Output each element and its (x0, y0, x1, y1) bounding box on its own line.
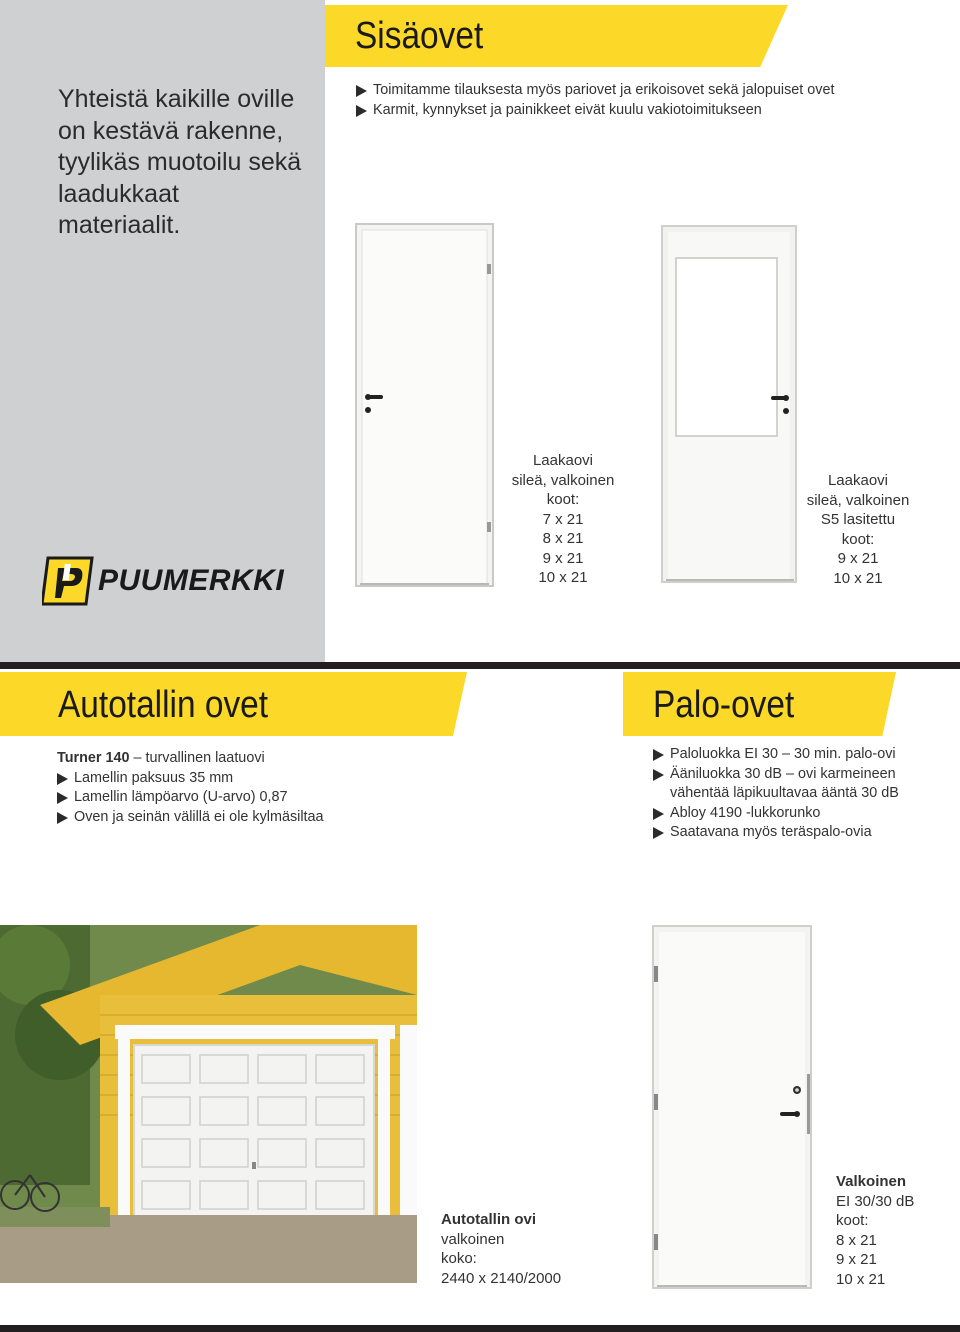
sisaovet-title: Sisäovet (355, 15, 484, 57)
list-item: vähentää läpikuultavaa ääntä 30 dB (670, 785, 899, 801)
autotalli-model-line (57, 749, 324, 769)
fire-door-caption-sizes-label: koot: (836, 1212, 869, 1229)
door1-size: 10 x 21 (538, 569, 588, 586)
fire-door-caption-size: 10 x 21 (836, 1270, 886, 1288)
door2-caption (798, 471, 918, 588)
autotalli-info (57, 749, 324, 827)
list-item: Saatavana myös teräspalo-ovia (653, 823, 899, 843)
fire-door-image (651, 924, 813, 1292)
door2-name: Laakaovi (827, 472, 889, 489)
list-item: Ääniluokka 30 dB – ovi karmeineen (653, 765, 899, 785)
list-item: Lamellin lämpöarvo (U-arvo) 0,87 (57, 788, 324, 808)
fire-door-caption-size: 8 x 21 (836, 1231, 877, 1249)
door1-name: Laakaovi (532, 452, 594, 469)
garage-caption-name: Autotallin ovi (441, 1211, 536, 1228)
door1-desc: sileä, valkoinen (511, 471, 615, 489)
puumerkki-logo-icon (42, 556, 94, 606)
garage-door-photo (0, 925, 417, 1283)
door2-size: 9 x 21 (837, 550, 879, 567)
tagline: Yhteistä kaikille oville on kestävä rakenne, tyylikäs muotoilu sekä laadukkaat materiaalit. (58, 85, 302, 239)
autotalli-model: Turner 140 (57, 750, 130, 766)
fire-door-caption-name: Valkoinen (836, 1173, 907, 1190)
door2-desc: sileä, valkoinen (806, 491, 910, 509)
list-item: Lamellin paksuus 35 mm (57, 769, 324, 789)
list-item: Karmit, kynnykset ja painikkeet eivät kuulu vakiotoimitukseen (356, 101, 835, 121)
puumerkki-logo (42, 556, 292, 606)
door2-desc2: S5 lasitettu (820, 511, 896, 528)
garage-caption-size-label: koko: (441, 1250, 477, 1267)
door1-size: 8 x 21 (542, 530, 584, 547)
palo-bullets (653, 745, 899, 843)
palo-title: Palo-ovet (653, 684, 795, 726)
list-item: Paloluokka EI 30 – 30 min. palo-ovi (653, 745, 899, 765)
fire-door-caption (836, 1172, 946, 1289)
door-image-glazed (660, 224, 798, 586)
list-item: Oven ja seinän välillä ei ole kylmäsiltaa (57, 808, 324, 828)
list-item: Abloy 4190 -lukkorunko (653, 804, 899, 824)
sisaovet-bullets (356, 81, 835, 120)
bottom-divider (0, 1325, 960, 1332)
door1-size: 7 x 21 (542, 510, 584, 528)
door2-sizes-label: koot: (841, 530, 875, 548)
autotalli-title: Autotallin ovet (58, 684, 269, 726)
door1-size: 9 x 21 (542, 549, 584, 567)
door1-sizes-label: koot: (546, 491, 580, 508)
autotalli-model-desc: – turvallinen laatuovi (133, 750, 265, 766)
garage-caption-size: 2440 x 2140/2000 (441, 1269, 562, 1287)
logo-text: PUUMERKKI (98, 564, 285, 597)
garage-caption-color: valkoinen (441, 1230, 505, 1248)
garage-caption (441, 1210, 601, 1288)
section-divider (0, 662, 960, 669)
fire-door-caption-size: 9 x 21 (836, 1251, 877, 1268)
door1-caption (497, 451, 629, 588)
list-item: Toimitamme tilauksesta myös pariovet ja erikoisovet sekä jalopuiset ovet (356, 81, 835, 101)
door-image-plain (352, 222, 497, 590)
fire-door-caption-rating: EI 30/30 dB (836, 1192, 915, 1210)
door2-size: 10 x 21 (833, 569, 883, 587)
